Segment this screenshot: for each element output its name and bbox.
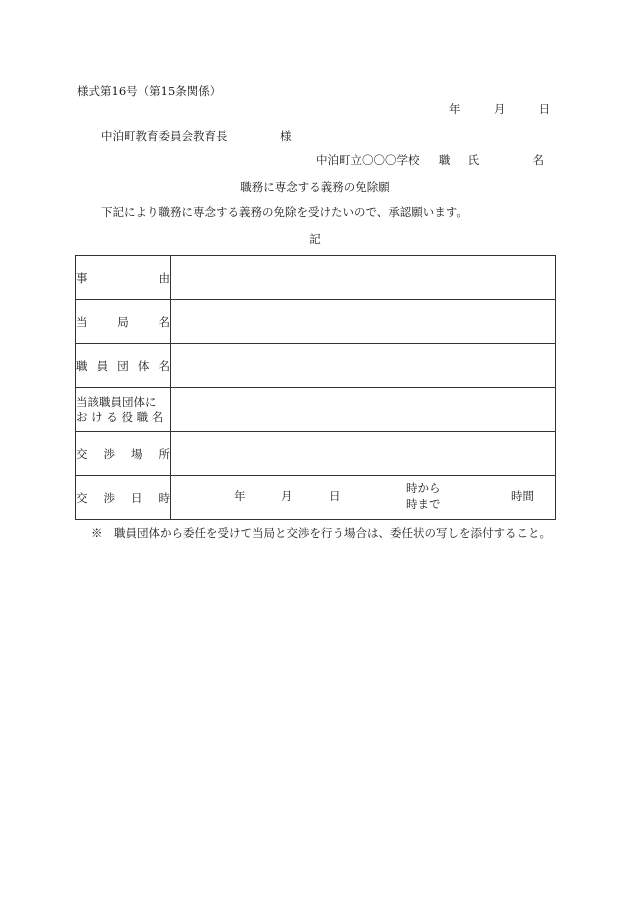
label-char: 員	[96, 358, 109, 373]
datetime-from: 時から	[406, 481, 441, 495]
table-row-authority	[76, 300, 556, 344]
union-position-field[interactable]	[171, 388, 556, 432]
label-authority	[76, 300, 171, 344]
label-char: 由	[158, 270, 170, 285]
label-char: 場	[131, 446, 143, 461]
label-char: 日	[131, 490, 143, 505]
datetime-to: 時まで	[406, 497, 441, 511]
application-table	[75, 255, 556, 520]
label-char: 体	[137, 358, 150, 373]
addressee-honorific: 様	[280, 129, 292, 143]
label-char: 団	[117, 358, 129, 373]
applicant-position-label: 職	[438, 153, 451, 167]
date-day-label: 日	[538, 102, 551, 116]
datetime-field[interactable]	[171, 476, 556, 520]
label-char: 交	[76, 490, 88, 505]
applicant-line	[316, 155, 544, 167]
datetime-month: 月	[281, 489, 293, 503]
label-char: 渉	[103, 446, 115, 461]
place-field[interactable]	[171, 432, 556, 476]
label-reason	[76, 256, 171, 300]
table-row-reason	[76, 256, 556, 300]
label-char: 当	[76, 314, 88, 329]
label-line: お け る 役 職 名	[76, 409, 164, 424]
date-year-label: 年	[449, 102, 461, 116]
label-char: 事	[76, 270, 88, 285]
reason-field[interactable]	[171, 256, 556, 300]
label-char: 交	[76, 446, 88, 461]
form-number: 様式第16号（第15条関係）	[77, 84, 222, 98]
label-char: 時	[158, 490, 170, 505]
date-line	[449, 104, 550, 116]
datetime-duration: 時間	[511, 489, 534, 503]
document-title: 職務に専念する義務の免除願	[240, 180, 390, 194]
label-char: 局	[117, 314, 129, 329]
label-place	[76, 432, 171, 476]
label-datetime	[76, 476, 171, 520]
addressee-name: 中泊町教育委員会教育長	[101, 129, 228, 143]
applicant-name-label-1: 氏	[467, 153, 480, 167]
footnote: ※ 職員団体から委任を受けて当局と交渉を行う場合は、委任状の写しを添付すること。	[91, 526, 551, 540]
label-char: 名	[158, 358, 170, 373]
table-row-place	[76, 432, 556, 476]
label-line: 当該職員団体に	[76, 394, 157, 409]
date-month-label: 月	[493, 102, 506, 116]
label-char: 名	[158, 314, 170, 329]
label-char: 渉	[103, 490, 115, 505]
label-union-position	[76, 388, 171, 432]
applicant-school: 中泊町立〇〇〇学校	[316, 153, 420, 167]
datetime-year: 年	[234, 489, 246, 503]
datetime-day: 日	[329, 489, 341, 503]
table-row-union-position	[76, 388, 556, 432]
label-union	[76, 344, 171, 388]
applicant-name-label-2: 名	[532, 153, 544, 167]
union-field[interactable]	[171, 344, 556, 388]
authority-field[interactable]	[171, 300, 556, 344]
label-char: 職	[76, 358, 88, 373]
ki-heading: 記	[309, 232, 321, 246]
body-text: 下記により職務に専念する義務の免除を受けたいので、承認願います。	[101, 205, 468, 219]
label-char: 所	[158, 446, 170, 461]
table-row-union	[76, 344, 556, 388]
table-row-datetime	[76, 476, 556, 520]
